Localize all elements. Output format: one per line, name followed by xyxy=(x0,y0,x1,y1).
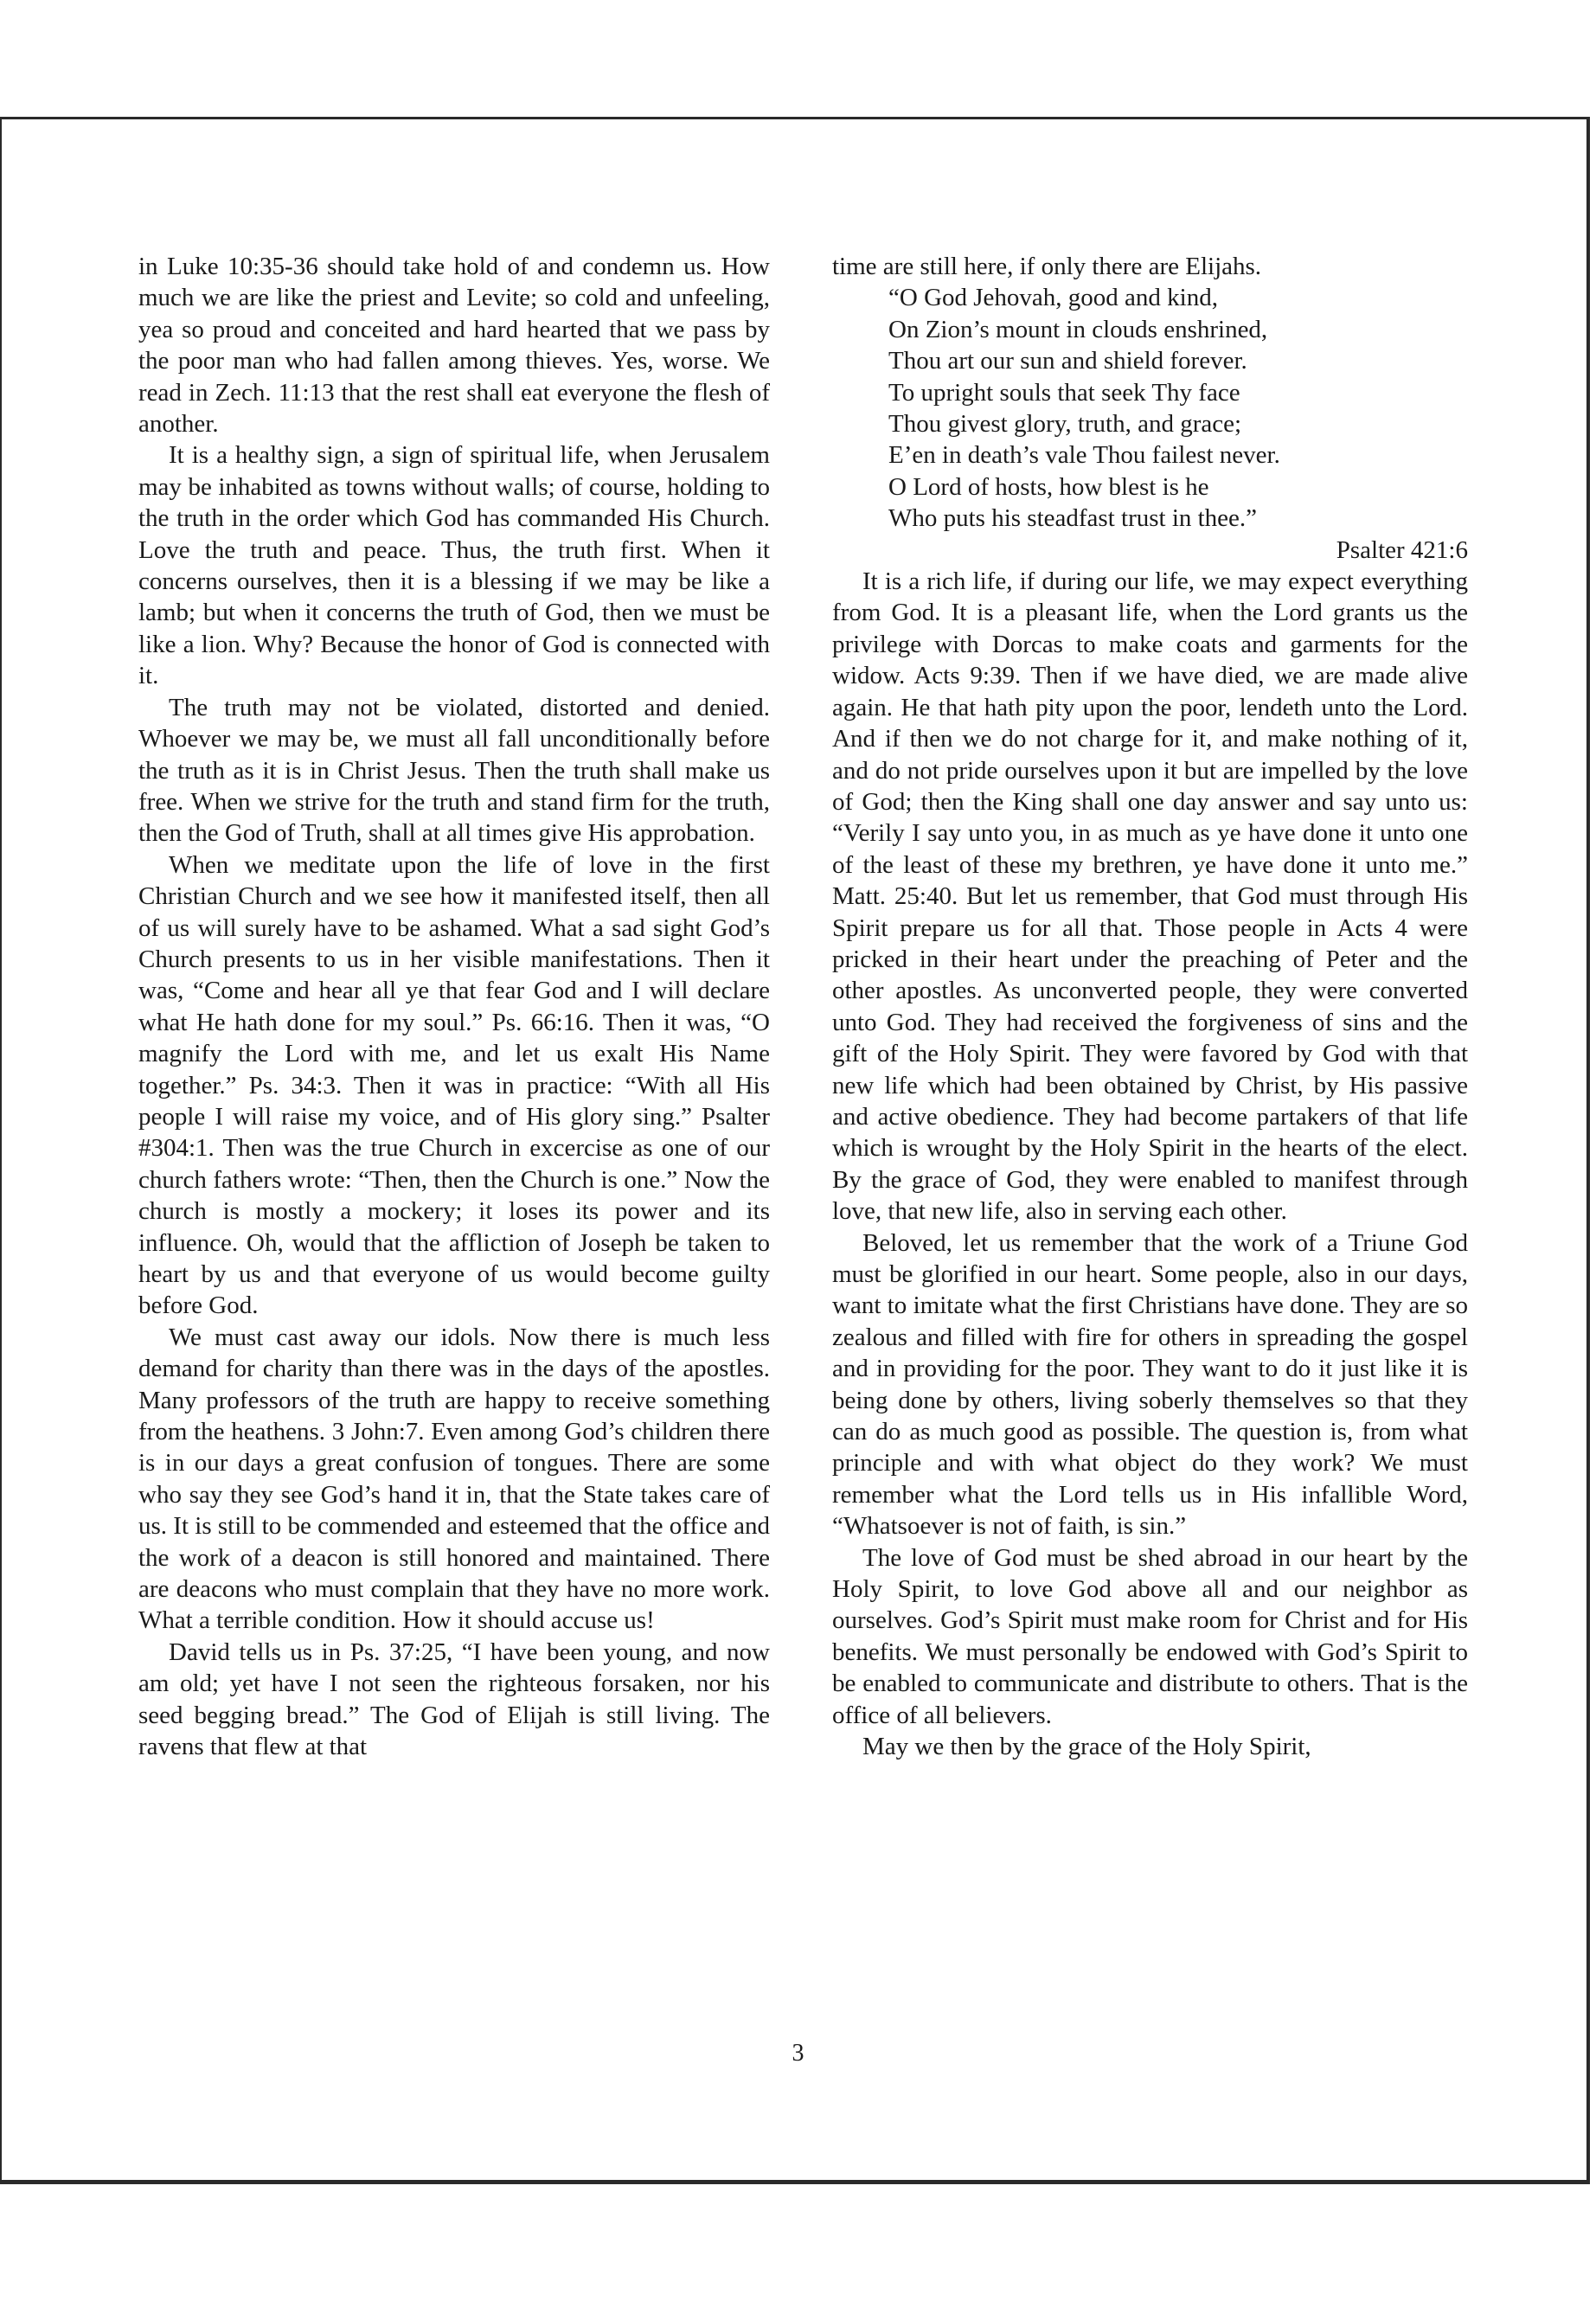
paragraph: We must cast away our idols. Now there is much less demand for charity than there was in the days of the apostles. Many professors of the truth are happy to receive something from the heathens. 3 John:7. Even among God’s children there is in our days a great confusion of tongues. There are some who say they see God’s hand it in, that the State takes care of us. It is still to be commended and esteemed that the office and the work of a deacon is still honored and maintained. There are deacons who must complain that they have no more work. What a terrible condition. How it should accuse us! xyxy=(138,1323,770,1635)
poem-line: Thou art our sun and shield forever. xyxy=(888,347,1247,375)
left-column xyxy=(138,251,770,1763)
poem-line: Thou givest glory, truth, and grace; xyxy=(888,410,1242,439)
paragraph: time are still here, if only there are Elijahs. xyxy=(832,253,1262,280)
paragraph: Beloved, let us remember that the work of a Triune God must be glorified in our heart. Some people, also in our days, want to imitate what the first Christians have done. They are so zealous and filled with fire for others in spreading the gospel and in providing for the poor. They want to do it just like it is being done by others, living soberly themselves so that they can do as much good as possible. The question is, from what principle and with what object do they work? We must remember what the Lord tells us in His infallible Word, “Whatsoever is not of faith, is sin.” xyxy=(832,1228,1468,1541)
poem-line: “O God Jehovah, good and kind, xyxy=(888,284,1218,312)
poem-line: On Zion’s mount in clouds enshrined, xyxy=(888,315,1268,343)
poem-line: O Lord of hosts, how blest is he xyxy=(888,472,1209,501)
page-number: 3 xyxy=(792,2040,804,2067)
poem-line: Who puts his steadfast trust in thee.” xyxy=(888,504,1258,533)
paragraph: When we meditate upon the life of love in the first Christian Church and we see how it manifested itself, then all of us will surely have to be ashamed. What a sad sight God’s Church presents to us in her visible manifestations. Then it was, “Come and hear all ye that fear God and I will declare what He hath done for my soul.” Ps. 66:16. Then it was, “O magnify the Lord with me, and let us exalt His Name together.” Ps. 34:3. Then it was in practice: “With all His people I will raise my voice, and of His glory sing.” Psalter #304:1. Then was the true Church in excercise as one of our church fathers wrote: “Then, then the Church is one.” Now the church is mostly a mockery; it loses its power and its influence. Oh, would that the affliction of Joseph be taken to heart by us and that everyone of us would become guilty before God. xyxy=(138,850,770,1320)
paragraph: May we then by the grace of the Holy Spirit, xyxy=(862,1733,1311,1761)
psalter-quote xyxy=(832,282,1468,566)
paragraph: The truth may not be violated, distorted and denied. Whoever we may be, we must all fall unconditionally before the truth as it is in Christ Jesus. Then the truth shall make us free. When we strive for the truth and stand firm for the truth, then the God of Truth, shall at all times give His approbation. xyxy=(138,693,770,848)
poem-line: E’en in death’s vale Thou failest never. xyxy=(888,441,1280,470)
paragraph: It is a rich life, if during our life, we may expect everything from God. It is a pleasant life, when the Lord grants us the privilege with Dorcas to make coats and garments for the widow. Acts 9:39. Then if we have died, we are made alive again. He that hath pity upon the poor, lendeth unto the Lord. And if then we do not charge for it, and make nothing of it, and do not pride ourselves upon it but are impelled by the love of God; then the King shall one day answer and say unto us: “Verily I say unto you, in as much as ye have done it unto one of the least of these my brethren, ye have done it unto me.” Matt. 25:40. But let us remember, that God must through His Spirit prepare us for all that. Those people in Acts 4 were pricked in their heart under the preaching of Peter and the other apostles. As unconverted people, they were converted unto God. They had received the forgiveness of sins and the gift of the Holy Spirit. They were favored by God with that new life which had been obtained by Christ, by His passive and active obedience. They had become partakers of that life which is wrought by the Holy Spirit in the hearts of the elect. By the grace of God, they were enabled to manifest through love, that new life, also in serving each other. xyxy=(832,567,1468,1226)
paragraph: David tells us in Ps. 37:25, “I have been young, and now am old; yet have I not seen the righteous forsaken, nor his seed begging bread.” The God of Elijah is still living. The ravens that flew at that xyxy=(138,1638,770,1761)
poem-credit: Psalter 421:6 xyxy=(1336,535,1468,564)
right-column xyxy=(832,251,1468,1763)
paragraph: The love of God must be shed abroad in our heart by the Holy Spirit, to love God above all and our neighbor as ourselves. God’s Spirit must make room for Christ and for His benefits. We must personally be endowed with God’s Spirit to be enabled to communicate and distribute to others. That is the office of all believers. xyxy=(832,1543,1468,1729)
paragraph: in Luke 10:35-36 should take hold of and condemn us. How much we are like the priest and Levite; so cold and unfeeling, yea so proud and conceited and hard hearted that we pass by the poor man who had fallen among thieves. Yes, worse. We read in Zech. 11:13 that the rest shall eat everyone the flesh of another. xyxy=(138,253,770,439)
paragraph: It is a healthy sign, a sign of spiritual life, when Jerusalem may be inhabited as towns without walls; of course, holding to the truth in the order which God has commanded His Church. Love the truth and peace. Thus, the truth first. When it concerns ourselves, then it is a blessing if we may be like a lamb; but when it concerns the truth of God, then we must be like a lion. Why? Because the honor of God is connected with it. xyxy=(138,441,770,690)
poem-line: To upright souls that seek Thy face xyxy=(888,378,1240,407)
